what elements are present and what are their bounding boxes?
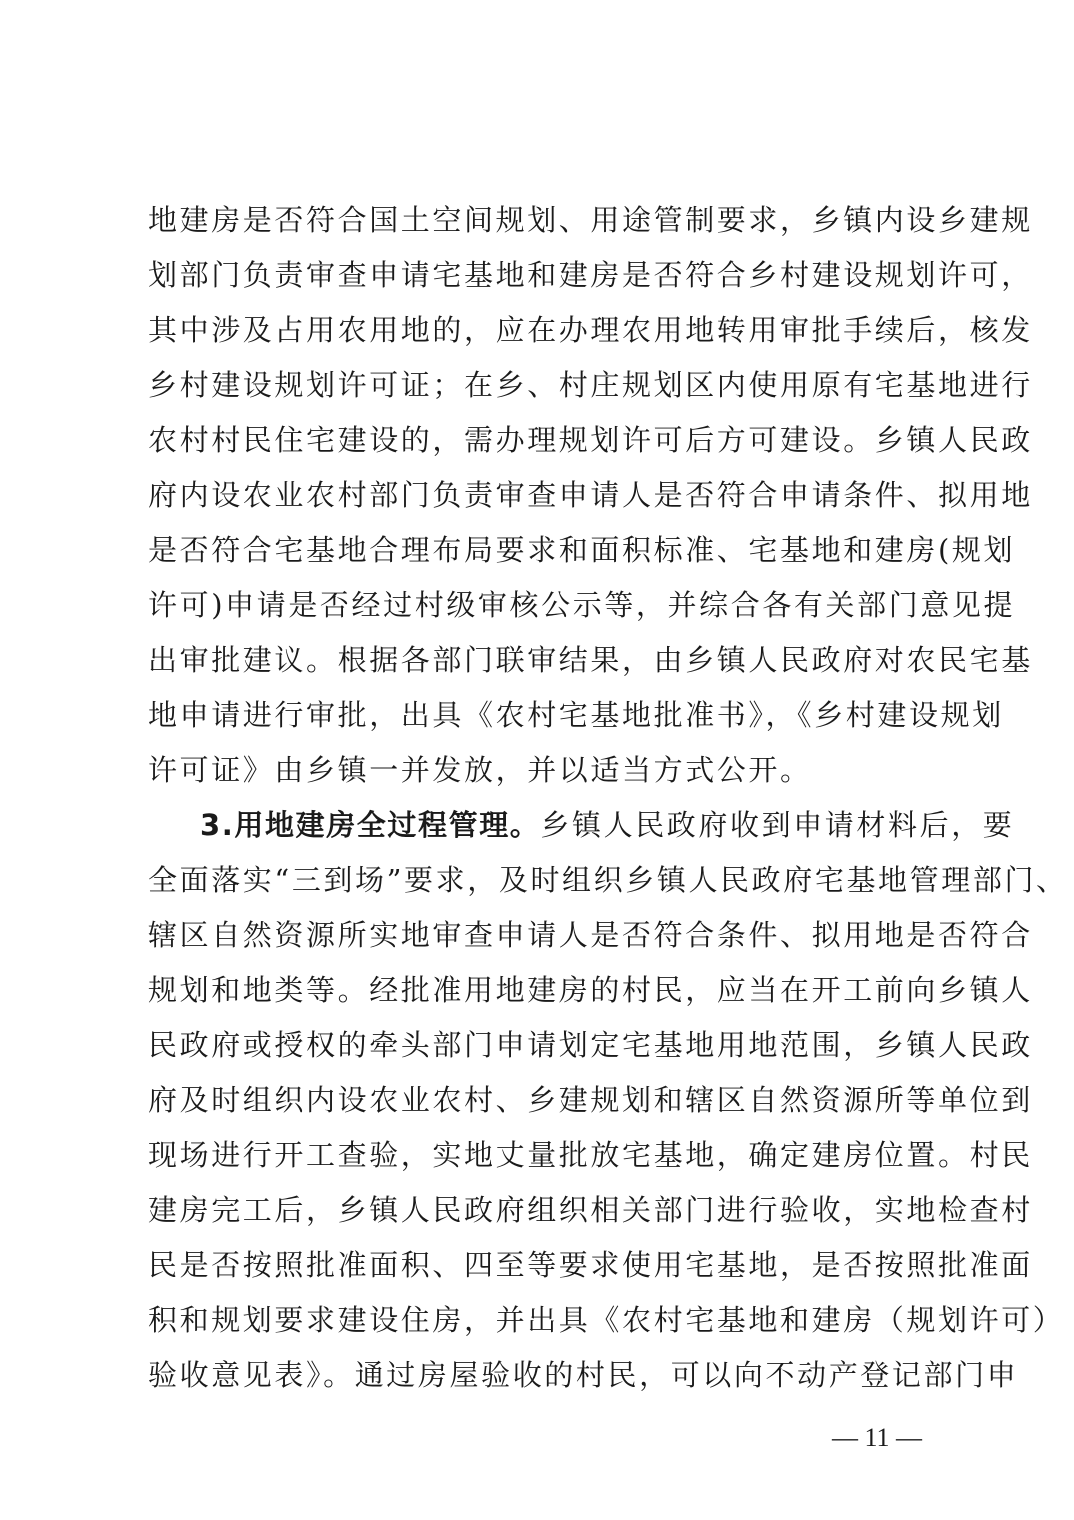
text-line: 许可证》由乡镇一并发放，并以适当方式公开。 (148, 753, 812, 787)
text-line: 建房完工后，乡镇人民政府组织相关部门进行验收，实地检查村 (148, 1193, 1033, 1227)
text-line: 划部门负责审查申请宅基地和建房是否符合乡村建设规划许可， (148, 258, 1033, 292)
text-line: 许可)申请是否经过村级审核公示等，并综合各有关部门意见提 (148, 588, 1016, 622)
text-line: 府内设农业农村部门负责审查申请人是否符合申请条件、拟用地 (148, 478, 1033, 512)
text-line: 民是否按照批准面积、四至等要求使用宅基地，是否按照批准面 (148, 1248, 1033, 1282)
text-line: 全面落实“三到场”要求，及时组织乡镇人民政府宅基地管理部门、 (148, 863, 1068, 897)
text-line (148, 798, 1015, 853)
section-heading: 3.用地建房全过程管理。 (200, 808, 541, 842)
text-line: 民政府或授权的牵头部门申请划定宅基地用地范围，乡镇人民政 (148, 1028, 1033, 1062)
paragraph-1 (148, 193, 1033, 798)
text-line: 规划和地类等。经批准用地建房的村民，应当在开工前向乡镇人 (148, 973, 1033, 1007)
text-line: 验收意见表》。通过房屋验收的村民，可以向不动产登记部门申 (148, 1358, 1019, 1392)
text-run: 乡镇人民政府收到申请材料后，要 (540, 808, 1015, 842)
text-line: 府及时组织内设农业农村、乡建规划和辖区自然资源所等单位到 (148, 1083, 1033, 1117)
text-line: 是否符合宅基地合理布局要求和面积标准、宅基地和建房(规划 (148, 533, 1016, 567)
page-number: — 11 — (831, 1423, 923, 1452)
text-line: 地建房是否符合国土空间规划、用途管制要求，乡镇内设乡建规 (148, 203, 1033, 237)
paragraph-2 (148, 798, 1068, 1403)
text-line: 其中涉及占用农用地的，应在办理农用地转用审批手续后，核发 (148, 313, 1033, 347)
text-line: 出审批建议。根据各部门联审结果，由乡镇人民政府对农民宅基 (148, 643, 1033, 677)
text-line: 现场进行开工查验，实地丈量批放宅基地，确定建房位置。村民 (148, 1138, 1033, 1172)
text-line: 地申请进行审批，出具《农村宅基地批准书》，《乡村建设规划 (148, 698, 1004, 732)
body-text (148, 193, 1068, 1403)
text-line: 农村村民住宅建设的，需办理规划许可后方可建设。乡镇人民政 (148, 423, 1033, 457)
text-line: 辖区自然资源所实地审查申请人是否符合条件、拟用地是否符合 (148, 918, 1033, 952)
text-line: 积和规划要求建设住房，并出具《农村宅基地和建房（规划许可） (148, 1303, 1065, 1337)
text-line: 乡村建设规划许可证；在乡、村庄规划区内使用原有宅基地进行 (148, 368, 1033, 402)
